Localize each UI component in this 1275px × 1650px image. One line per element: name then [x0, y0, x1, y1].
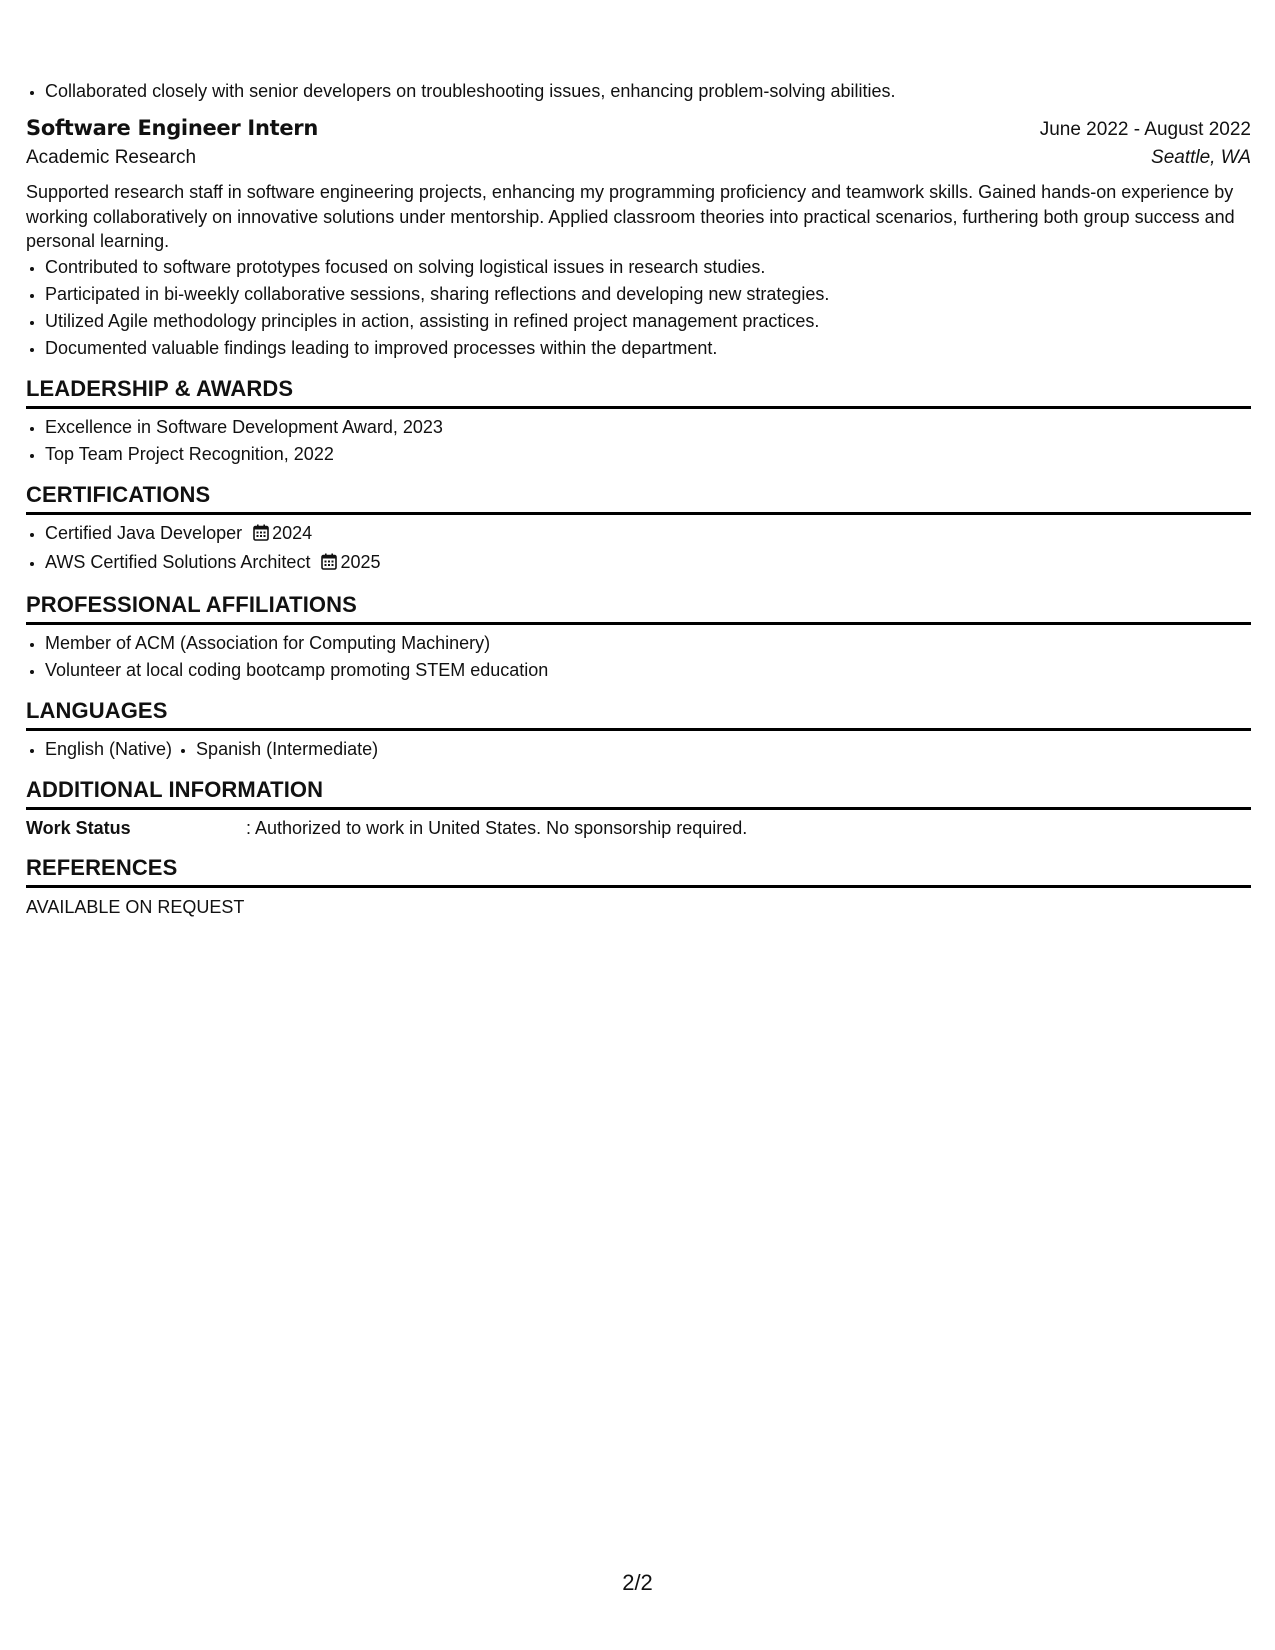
job-bullets [26, 254, 1251, 362]
list-item: • Member of ACM (Association for Computing Machinery) [45, 630, 1251, 657]
section-heading: PROFESSIONAL AFFILIATIONS [26, 592, 1251, 625]
list-item: • Participated in bi-weekly collaborative sessions, sharing reflections and developing new strategies. [45, 281, 1251, 308]
list-item: • Collaborated closely with senior developers on troubleshooting issues, enhancing problem-solving abilities. [45, 78, 1251, 105]
resume-page [26, 78, 1251, 921]
section-heading: REFERENCES [26, 855, 1251, 888]
list-item [45, 520, 1251, 549]
section-affiliations [26, 592, 1251, 684]
affiliations-list [26, 630, 1251, 684]
certifications-list [26, 520, 1251, 578]
job-summary: Supported research staff in software engineering projects, enhancing my programming proficiency and teamwork skills. Gained hands-on experience by working collaboratively on innovative solutions under mentorship. Applied classroom theories into practical scenarios, furthering both group success and personal learning. [26, 182, 1235, 251]
list-item: • Spanish (Intermediate) [196, 736, 378, 763]
job-organization: Academic Research [26, 147, 197, 168]
section-additional-information [26, 777, 1251, 841]
work-status-label: Work Status [26, 817, 131, 838]
page-number: 2/2 [622, 1570, 653, 1595]
list-item: • Contributed to software prototypes focused on solving logistical issues in research studies. [45, 254, 1251, 281]
job-title: Software Engineer Intern [26, 116, 318, 140]
section-heading: CERTIFICATIONS [26, 482, 1251, 515]
list-item: • English (Native) [45, 736, 172, 763]
section-heading: LANGUAGES [26, 698, 1251, 731]
calendar-icon [321, 551, 337, 578]
section-heading: ADDITIONAL INFORMATION [26, 777, 1251, 810]
references-text: AVAILABLE ON REQUEST [26, 896, 245, 917]
section-languages [26, 698, 1251, 763]
list-item: • Volunteer at local coding bootcamp promoting STEM education [45, 657, 1251, 684]
job-subheader [26, 147, 1251, 169]
work-status-value: : Authorized to work in United States. No sponsorship required. [246, 817, 748, 838]
section-references [26, 855, 1251, 921]
certification-name: Certified Java Developer [45, 522, 243, 543]
job-entry [26, 116, 1251, 362]
certification-year: 2025 [340, 551, 381, 572]
section-leadership [26, 376, 1251, 468]
certification-name: AWS Certified Solutions Architect [45, 551, 311, 572]
section-heading: LEADERSHIP & AWARDS [26, 376, 1251, 409]
leadership-list [26, 414, 1251, 468]
list-item [45, 549, 1251, 578]
languages-list [26, 736, 1251, 763]
work-status-row [26, 815, 1251, 841]
list-item: • Utilized Agile methodology principles in action, assisting in refined project management practices. [45, 308, 1251, 335]
list-item: • Documented valuable findings leading to improved processes within the department. [45, 335, 1251, 362]
continued-experience-list [26, 78, 1251, 105]
job-location: Seattle, WA [1151, 147, 1251, 168]
calendar-icon [253, 522, 269, 549]
job-header [26, 116, 1251, 141]
list-item: • Excellence in Software Development Award, 2023 [45, 414, 1251, 441]
section-certifications [26, 482, 1251, 578]
list-item: • Top Team Project Recognition, 2022 [45, 441, 1251, 468]
certification-year: 2024 [272, 522, 313, 543]
job-dates: June 2022 - August 2022 [1039, 119, 1251, 140]
